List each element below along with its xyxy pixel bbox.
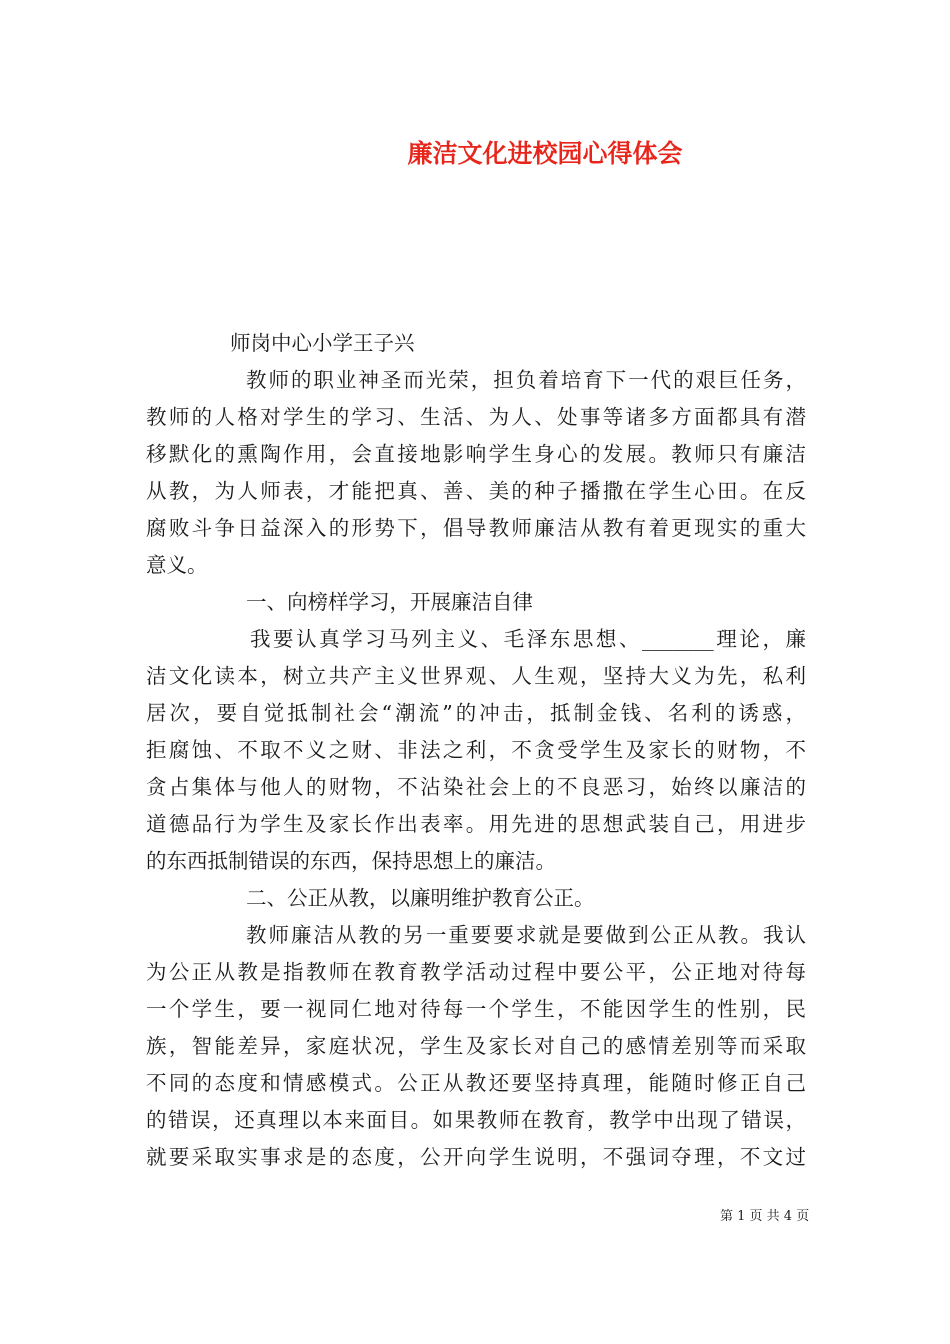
paragraph-line: 一个学生，要一视同仁地对待每一个学生，不能因学生的性别，民: [146, 997, 806, 1021]
page-number: 第 1 页 共 4 页: [720, 1209, 810, 1224]
paragraph-line: 洁文化读本，树立共产主义世界观、人生观，坚持大义为先，私利: [146, 664, 806, 688]
section-heading: 一、向榜样学习，开展廉洁自律: [246, 590, 533, 614]
document-title: 廉洁文化进校园心得体会: [407, 139, 683, 168]
paragraph-line: 居次，要自觉抵制社会“潮流”的冲击，抵制金钱、名利的诱惑，: [146, 701, 806, 725]
paragraph-line: 教师的职业神圣而光荣，担负着培育下一代的艰巨任务，: [246, 368, 806, 392]
author-line: 师岗中心小学王子兴: [230, 331, 415, 355]
paragraph-line: 教师廉洁从教的另一重要要求就是要做到公正从教。我认: [246, 923, 806, 947]
paragraph-line: 的东西抵制错误的东西，保持思想上的廉洁。: [146, 849, 556, 873]
paragraph-line: 就要采取实事求是的态度，公开向学生说明，不强词夺理，不文过: [146, 1145, 806, 1169]
paragraph-line: 的错误，还真理以本来面目。如果教师在教育，教学中出现了错误，: [146, 1108, 806, 1132]
paragraph-line: 从教，为人师表，才能把真、善、美的种子播撒在学生心田。在反: [146, 479, 806, 503]
paragraph-line: 为公正从教是指教师在教育教学活动过程中要公平，公正地对待每: [146, 960, 806, 984]
paragraph-line: 拒腐蚀、不取不义之财、非法之利，不贪受学生及家长的财物，不: [146, 738, 806, 762]
paragraph-line: 我要认真学习马列主义、毛泽东思想、_______理论，廉: [250, 627, 806, 651]
paragraph-line: 腐败斗争日益深入的形势下，倡导教师廉洁从教有着更现实的重大: [146, 516, 806, 540]
section-heading: 二、公正从教，以廉明维护教育公正。: [246, 886, 595, 910]
paragraph-line: 意义。: [146, 553, 208, 577]
paragraph-line: 道德品行为学生及家长作出表率。用先进的思想武装自己，用进步: [146, 812, 806, 836]
paragraph-line: 移默化的熏陶作用，会直接地影响学生身心的发展。教师只有廉洁: [146, 442, 806, 466]
paragraph-line: 不同的态度和情感模式。公正从教还要坚持真理，能随时修正自己: [146, 1071, 806, 1095]
paragraph-line: 族，智能差异，家庭状况，学生及家长对自己的感情差别等而采取: [146, 1034, 806, 1058]
paragraph-line: 教师的人格对学生的学习、生活、为人、处事等诸多方面都具有潜: [146, 405, 806, 429]
paragraph-line: 贪占集体与他人的财物，不沾染社会上的不良恶习，始终以廉洁的: [146, 775, 806, 799]
